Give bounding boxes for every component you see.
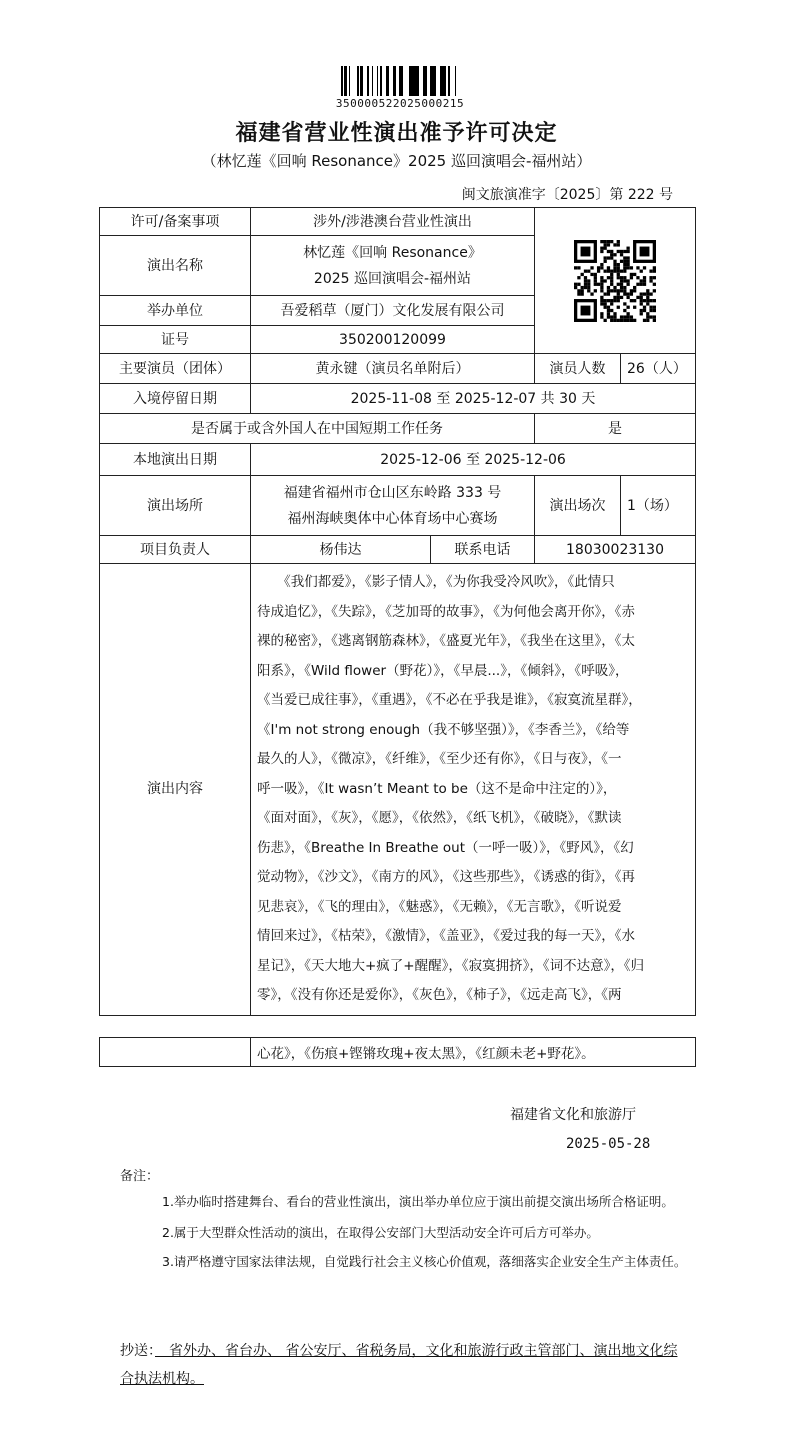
issuer-name: 福建省文化和旅游厅 xyxy=(510,1107,636,1123)
permit-table xyxy=(99,207,696,1016)
show-name-value xyxy=(251,236,535,296)
performer-count-label: 演员人数 xyxy=(535,354,621,384)
program-line: 《我们都爱》，《影子情人》，《为你我受冷风吹》，《此情只 xyxy=(257,574,615,590)
program-line: 呼一吸》，《It wasn’t Meant to be（这不是命中注定的）》， xyxy=(257,780,617,797)
barcode-number: 350000522025000215 xyxy=(335,97,465,110)
document-title: 福建省营业性演出准予许可决定 xyxy=(235,121,558,146)
program-line: 最久的人》，《微凉》，《纤维》，《至少还有你》，《日与夜》，《一 xyxy=(257,751,622,767)
program-content xyxy=(251,564,696,1016)
venue-line2: 福州海峡奥体中心体育场中心赛场 xyxy=(287,510,498,527)
organizer-value: 吾爱稻草（厦门）文化发展有限公司 xyxy=(251,296,535,326)
main-performer-label: 主要演员（团体） xyxy=(100,354,251,384)
session-count-value: 1（场） xyxy=(621,476,696,536)
show-name-label: 演出名称 xyxy=(100,236,251,296)
program-line: 伤悲》，《Breathe In Breathe out（一呼一吸）》，《野风》，《幻 xyxy=(257,839,634,856)
organizer-label: 举办单位 xyxy=(100,296,251,326)
cc-label: 抄送： xyxy=(120,1343,155,1359)
phone-value: 18030023130 xyxy=(535,536,696,564)
program-line: 阳系》，《Wild flower（野花）》，《早晨...》，《倾斜》，《呼吸》， xyxy=(257,662,629,679)
program-line: 星记》，《天大地大+疯了+醒醒》，《寂寞拥挤》，《词不达意》，《归 xyxy=(257,957,645,974)
qr-cell xyxy=(535,208,696,354)
program-line: 《面对面》，《灰》，《愿》，《依然》，《纸飞机》，《破晓》，《默读 xyxy=(257,810,622,826)
issue-date: 2025-05-28 xyxy=(566,1136,651,1152)
program-line: 情回来过》，《枯荣》，《激情》，《盖亚》，《爱过我的每一天》，《水 xyxy=(257,928,635,944)
venue-value xyxy=(251,476,535,536)
venue-line1: 福建省福州市仓山区东岭路 333 号 xyxy=(283,484,502,501)
project-lead-label: 项目负责人 xyxy=(100,536,251,564)
local-date-value: 2025-12-06 至 2025-12-06 xyxy=(251,444,696,476)
entry-stay-label: 入境停留日期 xyxy=(100,384,251,414)
cc-recipients: 省外办、省台办、 省公安厅、省税务局，文化和旅游行政主管部门、演出地文化综合执法机构。 xyxy=(120,1343,678,1387)
note-3: 3.请严格遵守国家法律法规，自觉践行社会主义核心价值观，落细落实企业安全生产主体责任。 xyxy=(162,1254,687,1269)
program-continued: 心花》，《伤痕+铿锵玫瑰+夜太黑》，《红颜未老+野花》。 xyxy=(251,1038,696,1067)
program-line: 《当爱已成往事》，《重遇》，《不必在乎我是谁》，《寂寞流星群》， xyxy=(257,692,642,708)
document-number: 闽文旅演准字〔2025〕第 222 号 xyxy=(461,187,673,203)
program-line: 《I'm not strong enough（我不够坚强）》，《李香兰》，《给等 xyxy=(257,721,630,738)
local-date-label: 本地演出日期 xyxy=(100,444,251,476)
show-name-line2: 2025 巡回演唱会-福州站 xyxy=(313,270,472,287)
program-line: 零》，《没有你还是爱你》，《灰色》，《柿子》，《远走高飞》，《两 xyxy=(257,987,622,1003)
program-line: 裸的秘密》，《逃离钢筋森林》，《盛夏光年》，《我坐在这里》，《太 xyxy=(257,633,635,649)
foreign-work-label: 是否属于或含外国人在中国短期工作任务 xyxy=(100,414,535,444)
license-no-value: 350200120099 xyxy=(251,326,535,354)
continuation-label-cell xyxy=(100,1038,251,1067)
cc-block xyxy=(120,1337,690,1393)
note-2: 2.属于大型群众性活动的演出，在取得公安部门大型活动安全许可后方可举办。 xyxy=(162,1225,599,1240)
performer-count-value: 26（人） xyxy=(621,354,696,384)
foreign-work-value: 是 xyxy=(535,414,696,444)
main-performer-value: 黄永键（演员名单附后） xyxy=(251,354,535,384)
program-line: 待成追忆》，《失踪》，《芝加哥的故事》，《为何他会离开你》，《赤 xyxy=(257,603,635,620)
program-line: 见悲哀》，《飞的理由》，《魅惑》，《无赖》，《无言歌》，《听说爱 xyxy=(257,898,622,915)
session-count-label: 演出场次 xyxy=(535,476,621,536)
project-lead-value: 杨伟达 xyxy=(251,536,431,564)
entry-stay-value: 2025-11-08 至 2025-12-07 共 30 天 xyxy=(251,384,696,414)
program-line: 觉动物》，《沙文》，《南方的风》，《这些那些》，《诱惑的街》，《再 xyxy=(257,869,635,885)
item-label: 许可/备案事项 xyxy=(100,208,251,236)
note-1: 1.举办临时搭建舞台、看台的营业性演出，演出举办单位应于演出前提交演出场所合格证明。 xyxy=(162,1194,674,1209)
item-value: 涉外/涉港澳台营业性演出 xyxy=(251,208,535,236)
document-subtitle: （林忆莲《回响 Resonance》2025 巡回演唱会-福州站） xyxy=(201,152,592,170)
notes-label: 备注： xyxy=(120,1169,160,1184)
program-continuation-table xyxy=(99,1037,696,1067)
phone-label: 联系电话 xyxy=(431,536,535,564)
show-name-line1: 林忆莲《回响 Resonance》 xyxy=(303,244,482,261)
license-no-label: 证号 xyxy=(100,326,251,354)
program-lines xyxy=(257,568,689,1011)
program-label: 演出内容 xyxy=(100,564,251,1016)
qr-code-image xyxy=(574,240,656,322)
barcode-image xyxy=(341,66,457,96)
venue-label: 演出场所 xyxy=(100,476,251,536)
